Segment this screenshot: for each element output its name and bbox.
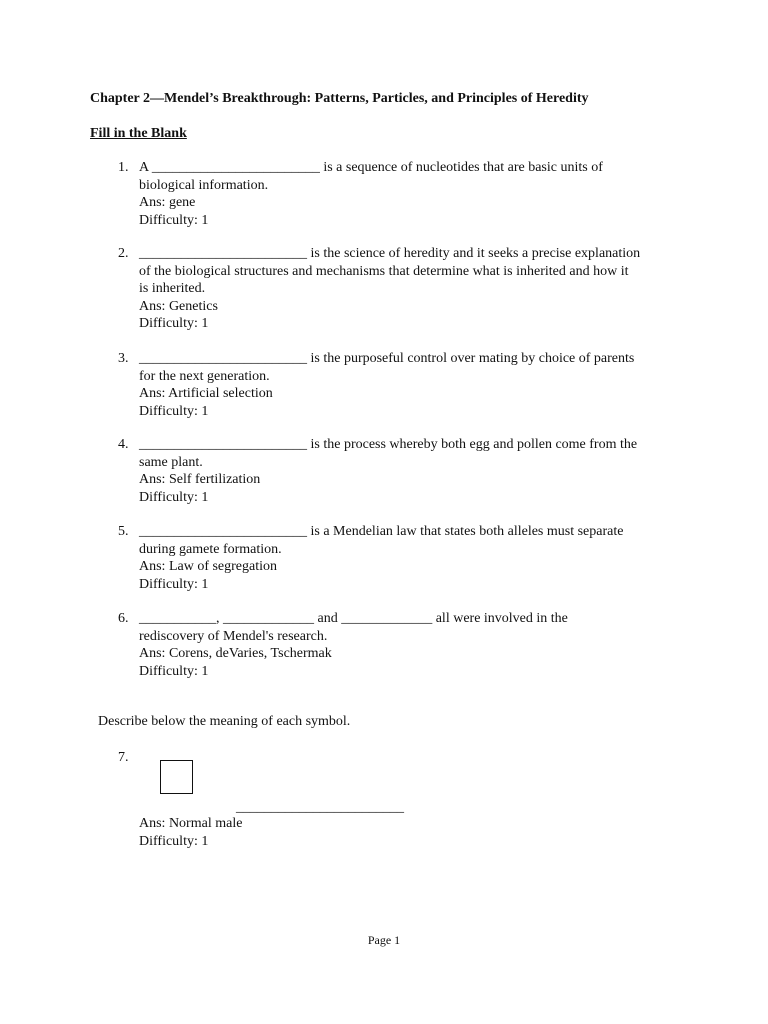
- difficulty-line: Difficulty: 1: [139, 212, 209, 228]
- question-number: 6.: [118, 611, 129, 626]
- answer-blank-line: ________________________: [236, 800, 404, 815]
- question-item-2: [118, 245, 678, 333]
- question-text-line: ________________________ is a Mendelian law that states both alleles must separate: [139, 524, 624, 539]
- question-item-3: [118, 350, 678, 420]
- question-text-line: of the biological structures and mechanisms that determine what is inherited and how it: [139, 263, 629, 279]
- question-item-4: [118, 436, 678, 506]
- question-text-line: ________________________ is the purposeful control over mating by choice of parents: [139, 351, 635, 366]
- question-item-6: [118, 610, 678, 680]
- question-text-line: biological information.: [139, 177, 269, 193]
- square-symbol-icon: [160, 760, 193, 794]
- difficulty-line: Difficulty: 1: [139, 663, 209, 679]
- question-item-7-answer: [118, 815, 678, 850]
- question-item-5: [118, 523, 678, 593]
- question-text-line: is inherited.: [139, 281, 206, 296]
- question-number: 2.: [118, 246, 129, 261]
- question-text-line: rediscovery of Mendel's research.: [139, 628, 328, 644]
- question-text-line: during gamete formation.: [139, 541, 282, 557]
- question-text-line: for the next generation.: [139, 368, 270, 384]
- chapter-title: Chapter 2—Mendel’s Breakthrough: Patterns, Particles, and Principles of Heredity: [90, 91, 589, 106]
- question-number: 4.: [118, 437, 129, 452]
- difficulty-line: Difficulty: 1: [139, 833, 209, 849]
- question-number: 5.: [118, 524, 129, 539]
- question-text-line: A ________________________ is a sequence of nucleotides that are basic units of: [139, 160, 603, 175]
- answer-line: Ans: Artificial selection: [139, 386, 273, 401]
- page-number: Page 1: [367, 933, 401, 947]
- symbol-instruction: Describe below the meaning of each symbol.: [98, 714, 351, 729]
- answer-line: Ans: Law of segregation: [139, 559, 278, 574]
- answer-line: Ans: Corens, deVaries, Tschermak: [139, 646, 332, 661]
- question-text-line: ________________________ is the science of heredity and it seeks a precise explanation: [139, 246, 641, 261]
- difficulty-line: Difficulty: 1: [139, 576, 209, 592]
- question-number: 7.: [118, 750, 129, 765]
- question-number: 3.: [118, 351, 129, 366]
- section-heading: Fill in the Blank: [90, 126, 187, 141]
- question-item-1: [118, 159, 678, 229]
- question-number: 1.: [118, 160, 129, 175]
- difficulty-line: Difficulty: 1: [139, 489, 209, 505]
- question-text-line: same plant.: [139, 454, 203, 470]
- question-text-line: ___________, _____________ and _____________ all were involved in the: [139, 611, 568, 626]
- difficulty-line: Difficulty: 1: [139, 403, 209, 419]
- answer-line: Ans: Genetics: [139, 298, 218, 314]
- difficulty-line: Difficulty: 1: [139, 316, 209, 331]
- answer-line: Ans: Normal male: [139, 816, 243, 831]
- answer-line: Ans: Self fertilization: [139, 472, 261, 487]
- question-text-line: ________________________ is the process whereby both egg and pollen come from the: [139, 437, 638, 452]
- answer-line: Ans: gene: [139, 195, 196, 210]
